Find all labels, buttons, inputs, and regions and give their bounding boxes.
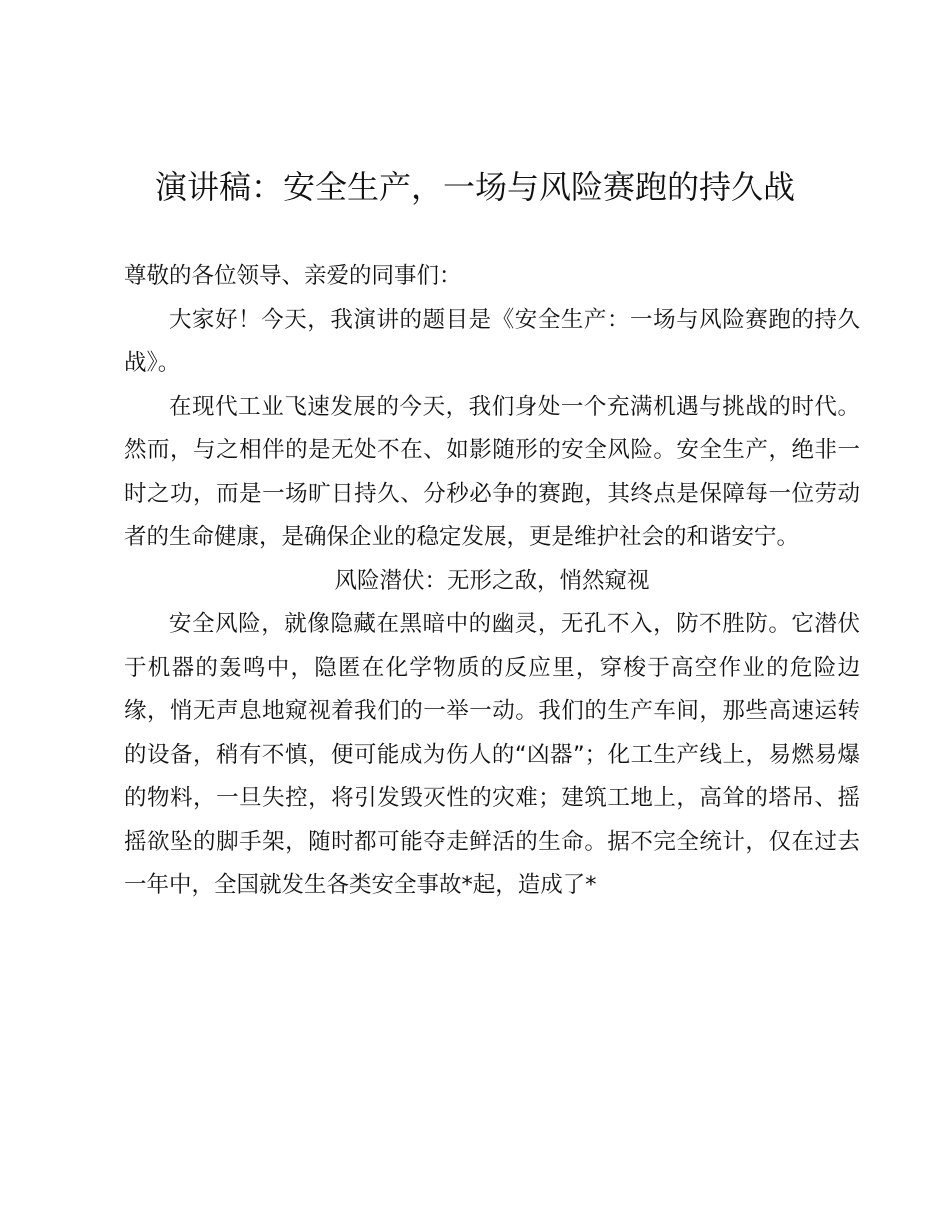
section-body-paragraph: 安全风险，就像隐藏在黑暗中的幽灵，无孔不入，防不胜防。它潜伏于机器的轰鸣中，隐匿在化学物质的反应里，穿梭于高空作业的危险边缘，悄无声息地窥视着我们的一举一动。我们的生产车间，那些高速运转的设备，稍有不慎，便可能成为伤人的“凶器”；化工生产线上，易燃易爆的物料，一旦失控，将引发毁灭性的灾难；建筑工地上，高耸的塔吊、摇摇欲坠的脚手架，随时都可能夺走鲜活的生命。据不完全统计，仅在过去一年中，全国就发生各类安全事故*起，造成了* — [124, 611, 860, 898]
section-heading: 风险潜伏：无形之敌，悄然窥视 — [334, 567, 650, 594]
background-paragraph: 在现代工业飞速发展的今天，我们身处一个充满机遇与挑战的时代。然而，与之相伴的是无处不在、如影随形的安全风险。安全生产，绝非一时之功，而是一场旷日持久、分秒必争的赛跑，其终点是保障每一位劳动者的生命健康，是确保企业的稳定发展，更是维护社会的和谐安宁。 — [124, 393, 860, 550]
intro-paragraph: 大家好！今天，我演讲的题目是《安全生产：一场与风险赛跑的持久战》。 — [124, 306, 860, 376]
salutation: 尊敬的各位领导、亲爱的同事们： — [124, 263, 462, 289]
document-body — [124, 255, 860, 908]
document-title: 演讲稿：安全生产，一场与风险赛跑的持久战 — [154, 168, 795, 206]
